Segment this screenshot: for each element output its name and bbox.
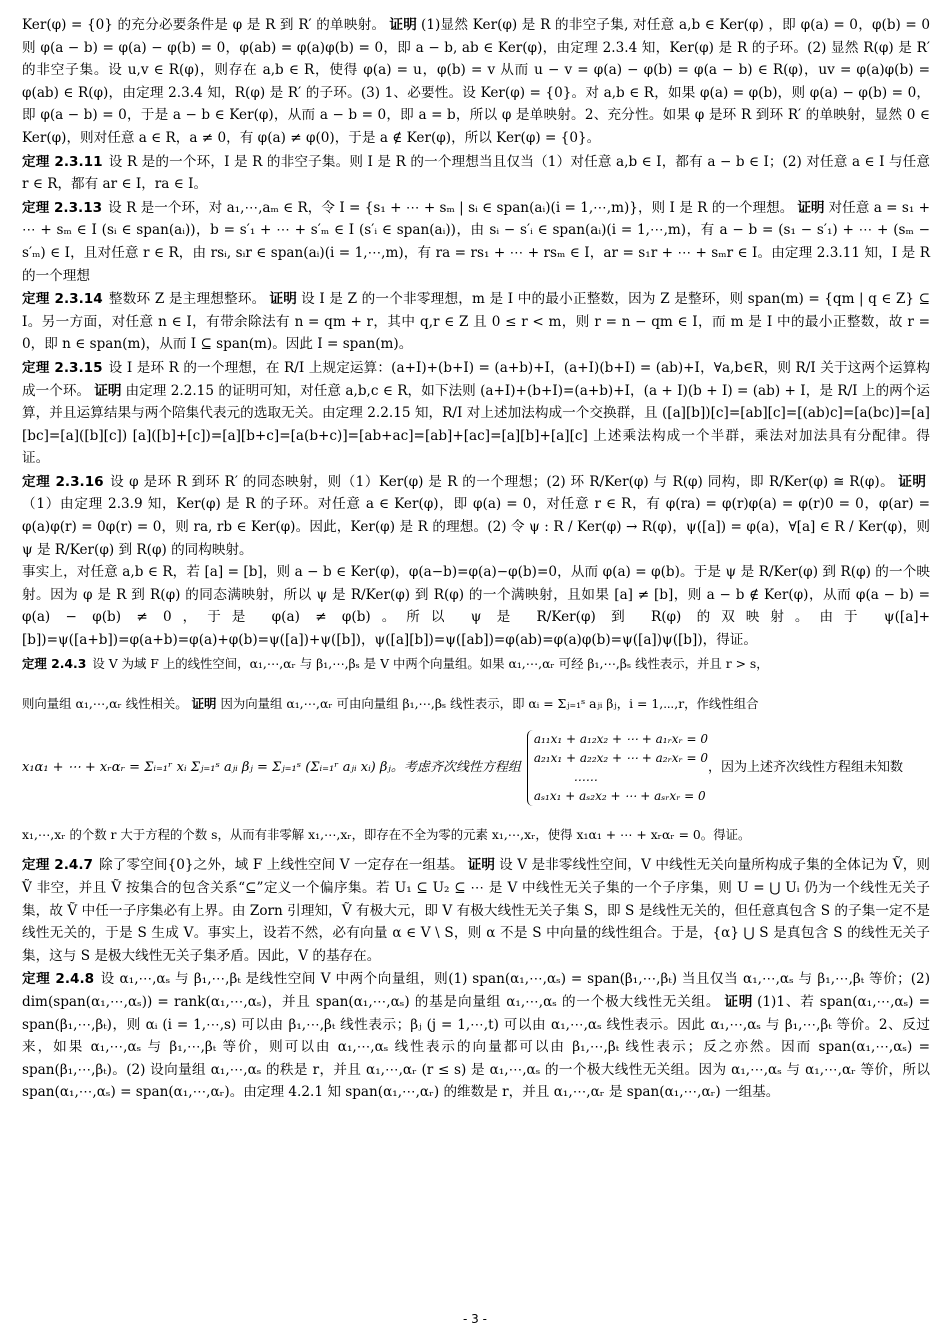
theorem-label: 定理 2.4.3 (22, 655, 87, 671)
proof-label: 证明 (94, 382, 122, 399)
theorem-label: 定理 2.4.7 (22, 857, 93, 874)
theorem-label: 定理 2.3.11 (22, 153, 103, 170)
proof-label: 证明 (191, 696, 217, 712)
theorem-2-4-3-statement (22, 653, 930, 676)
theorem-2-3-14 (22, 288, 930, 356)
theorem-text: 则向量组 α₁,⋯,αᵣ 线性相关。 (22, 696, 188, 712)
theorem-2-3-16 (22, 471, 930, 561)
equation-line: a₁₁x₁ + a₁₂x₂ + ⋯ + a₁ᵣxᵣ = 0 (533, 731, 708, 746)
proof-text: (1)1、若 span(α₁,⋯,αₛ) = span(β₁,⋯,βₜ)，则 αᵢ (i = 1,⋯,s) 可以由 β₁,⋯,βₜ 线性表示；βⱼ (j = 1,⋯,t) 可以由 α₁,⋯,αₛ 线性表示。因此 α₁,⋯,αₛ 与 β₁,⋯,βₜ 等价。2、反过来，如果 α₁,⋯,αₛ 与 β₁,⋯,βₜ 等价，则可以由 α₁,⋯,αₛ 线性表示的向量都可以由 β₁,⋯,βₜ 线性表示；反之亦然。因而 span(α₁,⋯,αₛ) = span(β₁,⋯,βₜ)。(2) 设向量组 α₁,⋯,αₛ 的秩是 r，并且 α₁,⋯,αᵣ (r ≤ s) 是 α₁,⋯,αₛ 的一个极大线性无关组。因为 α₁,⋯,αₛ 与 α₁,⋯,αᵣ 等价，所以 span(α₁,⋯,αₛ) = span(α₁,⋯,αᵣ)。由定理 4.2.1 知 span(α₁,⋯,αᵣ) 的维数是 r，并且 α₁,⋯,αᵣ 是 span(α₁,⋯,αᵣ) 一组基。 (22, 993, 930, 1101)
theorem-label: 定理 2.3.16 (22, 473, 104, 490)
equation-system (527, 730, 708, 806)
theorem-text: 设 φ 是环 R 到环 R′ 的同态映射，则（1）Ker(φ) 是 R 的一个理想；(2) 环 R/Ker(φ) 与 R(φ) 同构，即 R/Ker(φ) ≅ R(φ)。 (109, 473, 895, 490)
theorem-2-4-8 (22, 968, 930, 1104)
document-page (22, 14, 930, 1104)
equation-line: …… (573, 769, 598, 784)
theorem-2-3-13 (22, 197, 930, 287)
theorem-2-3-15 (22, 357, 930, 470)
proof-text: ，因为上述齐次线性方程组未知数 (707, 759, 903, 775)
paragraph-kernel-theorem: Ker(φ) = {0} 的充分必要条件是 φ 是 R 到 R′ 的单映射。 证明 (1)显然 Ker(φ) 是 R 的非空子集, 对任意 a,b ∈ Ker(φ) ，即 φ(a) = 0，φ(b) = 0 则 φ(a − b) = φ(a) − φ(b) = 0，φ(ab) = φ(a)φ(b) = 0，即 a − b, ab ∈ Ker(φ)，由定理 2.3.4 知，Ker(φ) 是 R 的子环。(2) 显然 R(φ) 是 R′ 的非空子集。设 u,v ∈ R(φ)，则存在 a,b ∈ R，使得 φ(a) = u，φ(b) = v 从而 u − v = φ(a) − φ(b) = φ(a − b) ∈ R(φ)，uv = φ(a)φ(b) = φ(ab) ∈ R(φ)，由定理 2.3.4 知，R(φ) 是 R′ 的子环。(3) 1、必要性。设 Ker(φ) = {0}。对 a,b ∈ R，如果 φ(a) = φ(b)，则 φ(a) − φ(b) = 0，即 φ(a − b) = 0，于是 a − b ∈ Ker(φ)，从而 a − b = 0，即 a = b，所以 φ 是单映射。2、充分性。如果 φ 是环 R 到环 R′ 的单映射，显然 0 ∈ Ker(φ)，则对任意 a ∈ R，a ≠ 0，有 φ(a) ≠ φ(0)，于是 a ∉ Ker(φ)，所以 Ker(φ) = {0}。 (22, 17, 931, 146)
proof-text: 事实上，对任意 a,b ∈ R，若 [a] = [b]，则 a − b ∈ Ker(φ)，φ(a−b)=φ(a)−φ(b)=0，从而 φ(a) = φ(b)。于是 ψ 是 R/Ker(φ) 到 R(φ) 的一个映射。因为 φ 是 R 到 R(φ) 的同态满映射，所以 ψ 是 R/Ker(φ) 到 R(φ) 的一个满映射，且如果 [a] ≠ [b]，则 a − b ∉ Ker(φ)，从而 φ(a − b) = φ(a) − φ(b) ≠ 0，于是 φ(a) ≠ φ(b)。所以 ψ 是 R/Ker(φ) 到 R(φ) 的双映射。由于 ψ([a]+[b])=ψ([a+b])=φ(a+b)=φ(a)+φ(b)=ψ([a])+ψ([b])，ψ([a][b])=ψ([ab])=φ(ab)=φ(a)φ(b)=ψ([a])ψ([b])，得证。 (22, 564, 930, 649)
theorem-label: 定理 2.4.8 (22, 971, 95, 988)
proof-label: 证明 (269, 291, 298, 308)
page-number: - 3 - (463, 1312, 487, 1326)
theorem-text: 设 R 是的一个环，I 是 R 的非空子集。则 I 是 R 的一个理想当且仅当（1）对任意 a,b ∈ I，都有 a − b ∈ I；(2) 对任意 a ∈ I 与任意 r ∈ R，都有 ar ∈ I，ra ∈ I。 (22, 153, 930, 193)
theorem-2-4-3 (22, 653, 930, 847)
proof-text: 对任意 a = s₁ + ⋯ + sₘ ∈ I (sᵢ ∈ span(aᵢ))，b = s′₁ + ⋯ + s′ₘ ∈ I (s′ᵢ ∈ span(aᵢ))，由 sᵢ − s′ᵢ ∈ span(aᵢ)(i = 1,⋯,m)，有 a − b = (s₁ − s′₁) + ⋯ + (sₘ − s′ₘ) ∈ I，且对任意 r ∈ R，由 rsᵢ, sᵢr ∈ span(aᵢ)(i = 1,⋯,m)，有 ra = rs₁ + ⋯ + rsₘ ∈ I，ar = s₁r + ⋯ + sₘr ∈ I。由定理 2.3.11 知，I 是 R 的一个理想 (22, 199, 930, 284)
proof-text: (1)显然 Ker(φ) 是 R 的非空子集, 对任意 a,b ∈ Ker(φ) ，即 φ(a) = 0，φ(b) = 0 则 φ(a − b) = φ(a) − φ(b) = 0，φ(ab) = φ(a)φ(b) = 0，即 a − b, ab ∈ Ker(φ)，由定理 2.3.4 知，Ker(φ) 是 R 的子环。(2) 显然 R(φ) 是 R′ 的非空子集。设 u,v ∈ R(φ)，则存在 a,b ∈ R，使得 φ(a) = u，φ(b) = v 从而 u − v = φ(a) − φ(b) = φ(a − b) ∈ R(φ)，uv = φ(a)φ(b) = φ(ab) ∈ R(φ)，由定理 2.3.4 知，R(φ) 是 R′ 的子环。(3) 1、必要性。设 Ker(φ) = {0}。对 a,b ∈ R，如果 φ(a) = φ(b)，则 φ(a) − φ(b) = 0，即 φ(a − b) = 0，于是 a − b ∈ Ker(φ)，从而 a − b = 0，即 a = b，所以 φ 是单映射。2、充分性。如果 φ 是环 R 到环 R′ 的单映射，显然 0 ∈ Ker(φ)，则对任意 a ∈ R，a ≠ 0，有 φ(a) ≠ φ(0)，于是 a ∉ Ker(φ)，所以 Ker(φ) = {0}。 (22, 17, 931, 146)
theorem-2-4-7 (22, 854, 930, 967)
theorem-text: 设 I 是环 R 的一个理想，在 R/I 上规定运算：(a+I)+(b+I) = (a+b)+I，(a+I)(b+I) = (ab)+I，∀a,b∈R，则 R/I 关于这两个运算构成一个环。 (22, 359, 930, 399)
proof-label: 证明 (467, 857, 496, 874)
theorem-label: 定理 2.3.14 (22, 291, 103, 308)
theorem-2-3-16-continued (22, 561, 930, 651)
theorem-2-4-3-conclusion (22, 824, 930, 847)
proof-text: 设 V 是非零线性空间，V 中线性无关向量所构成子集的全体记为 Ṽ，则 Ṽ 非空，并且 Ṽ 按集合的包含关系“⊆”定义一个偏序集。若 U₁ ⊆ U₂ ⊆ ⋯ 是 V 中线性无关子集的一个子序集，则 U = ⋃ Uᵢ 仍为一个线性无关子集，故 Ṽ 中任一子序集必有上界。由 Zorn 引理知，Ṽ 有极大元，即 V 有极大线性无关子集 S，即 S 是线性无关的，但任意真包含 S 的子集一定不是线性无关的，于是 S 生成 V。事实上，设若不然，必有向量 α ∈ V \ S，则 α 不是 S 中向量的线性组合。于是，{α} ⋃ S 是真包含 S 的线性无关子集，这与 S 是极大线性无关子集矛盾。因此，V 的基存在。 (22, 857, 931, 964)
proof-label: 证明 (797, 199, 825, 216)
equation-line: a₂₁x₁ + a₂₂x₂ + ⋯ + a₂ᵣxᵣ = 0 (533, 750, 708, 765)
theorem-text: 设 α₁,⋯,αₛ 与 β₁,⋯,βₜ 是线性空间 V 中两个向量组，则(1) span(α₁,⋯,αₛ) = span(β₁,⋯,βₜ) 当且仅当 α₁,⋯,αₛ 与 β₁,⋯,βₜ 等价；(2) dim(span(α₁,⋯,αₛ)) = rank(α₁,⋯,αₛ)，并且 span(α₁,⋯,αₛ) 的基是向量组 α₁,⋯,αₛ 的一个极大线性无关组。 (22, 971, 931, 1010)
theorem-text: 整数环 Z 是主理想整环。 (108, 291, 266, 308)
proof-text: 因为向量组 α₁,⋯,αᵣ 可由向量组 β₁,⋯,βₛ 线性表示，即 αᵢ = Σⱼ₌₁ˢ aⱼᵢ βⱼ，i = 1,⋯,r，作线性组合 (220, 696, 759, 712)
proof-text: （1）由定理 2.3.9 知，Ker(φ) 是 R 的子环。对任意 a ∈ Ker(φ)，即 φ(a) = 0，对任意 r ∈ R，有 φ(ra) = φ(r)φ(a) = φ(r)0 = 0，φ(ar) = φ(a)φ(r) = 0φ(r) = 0，则 ra, rb ∈ Ker(φ)。因此，Ker(φ) 是 R 的理想。(2) 令 ψ : R / Ker(φ) → R(φ)，ψ([a]) = φ(a)，∀[a] ∈ R / Ker(φ)，则 ψ 是 R/Ker(φ) 到 R(φ) 的同构映射。 (22, 496, 930, 558)
equation-line: aₛ₁x₁ + aₛ₂x₂ + ⋯ + aₛᵣxᵣ = 0 (533, 788, 706, 803)
proof-label: 证明 (389, 17, 418, 33)
linear-combination-formula: x₁α₁ + ⋯ + xᵣαᵣ = Σᵢ₌₁ʳ xᵢ Σⱼ₌₁ˢ aⱼᵢ βⱼ = Σⱼ₌₁ˢ (Σᵢ₌₁ʳ aⱼᵢ xᵢ) βⱼ。考虑齐次线性方程组 (22, 759, 521, 775)
theorem-text: 设 R 是一个环，对 a₁,⋯,aₘ ∈ R，令 I = {s₁ + ⋯ + sₘ | sᵢ ∈ span(aᵢ)(i = 1,⋯,m)}，则 I 是 R 的一个理想。 (108, 199, 794, 216)
proof-text: 由定理 2.2.15 的证明可知，对任意 a,b,c ∈ R，如下法则 (a+I)+(b+I)=(a+b)+I，(a + I)(b + I) = (ab) + I，是 R/I 上的两个运算，并且运算结果与两个陪集代表元的选取无关。由定理 2.2.15 知，R/I 对上述加法构成一个交换群，且 ([a][b])[c]=[ab][c]=[(ab)c]=[a(bc)]=[a][bc]=[a]([b][c]) [a]([b]+[c])=[a][b+c]=[a(b+c)]=[ab+ac]=[ab]+[ac]=[a][b]+[a][c] 上述乘法构成一个半群，乘法对加法具有分配律。得证。 (22, 382, 931, 467)
theorem-label: 定理 2.3.15 (22, 359, 103, 376)
theorem-2-4-3-proof-start (22, 693, 930, 716)
theorem-text: 除了零空间{0}之外，域 F 上线性空间 V 一定存在一组基。 (98, 857, 464, 874)
theorem-text: 设 V 为域 F 上的线性空间，α₁,⋯,αᵣ 与 β₁,⋯,βₛ 是 V 中两个向量组。如果 α₁,⋯,αᵣ 可经 β₁,⋯,βₛ 线性表示，并且 r > s， (92, 655, 769, 671)
proof-text: x₁,⋯,xᵣ 的个数 r 大于方程的个数 s，从而有非零解 x₁,⋯,xᵣ，即存在不全为零的元素 x₁,⋯,xᵣ，使得 x₁α₁ + ⋯ + xᵣαᵣ = 0。得证。 (22, 826, 751, 842)
proof-label: 证明 (724, 993, 754, 1010)
proof-label: 证明 (898, 473, 926, 490)
linear-combination-row (22, 722, 930, 814)
theorem-label: 定理 2.3.13 (22, 199, 103, 216)
theorem-2-3-11 (22, 151, 930, 196)
proof-text: 设 I 是 Z 的一个非零理想，m 是 I 中的最小正整数，因为 Z 是整环，则 span(m) = {qm | q ∈ Z} ⊆ I。另一方面，对任意 n ∈ I，有带余除法有 n = qm + r，其中 q,r ∈ Z 且 0 ≤ r < m，则 r = n − qm ∈ I，而 m 是 I 中的最小正整数，故 r = 0，即 n ∈ span(m)，从而 I ⊆ span(m)。因此 I = span(m)。 (22, 291, 930, 353)
